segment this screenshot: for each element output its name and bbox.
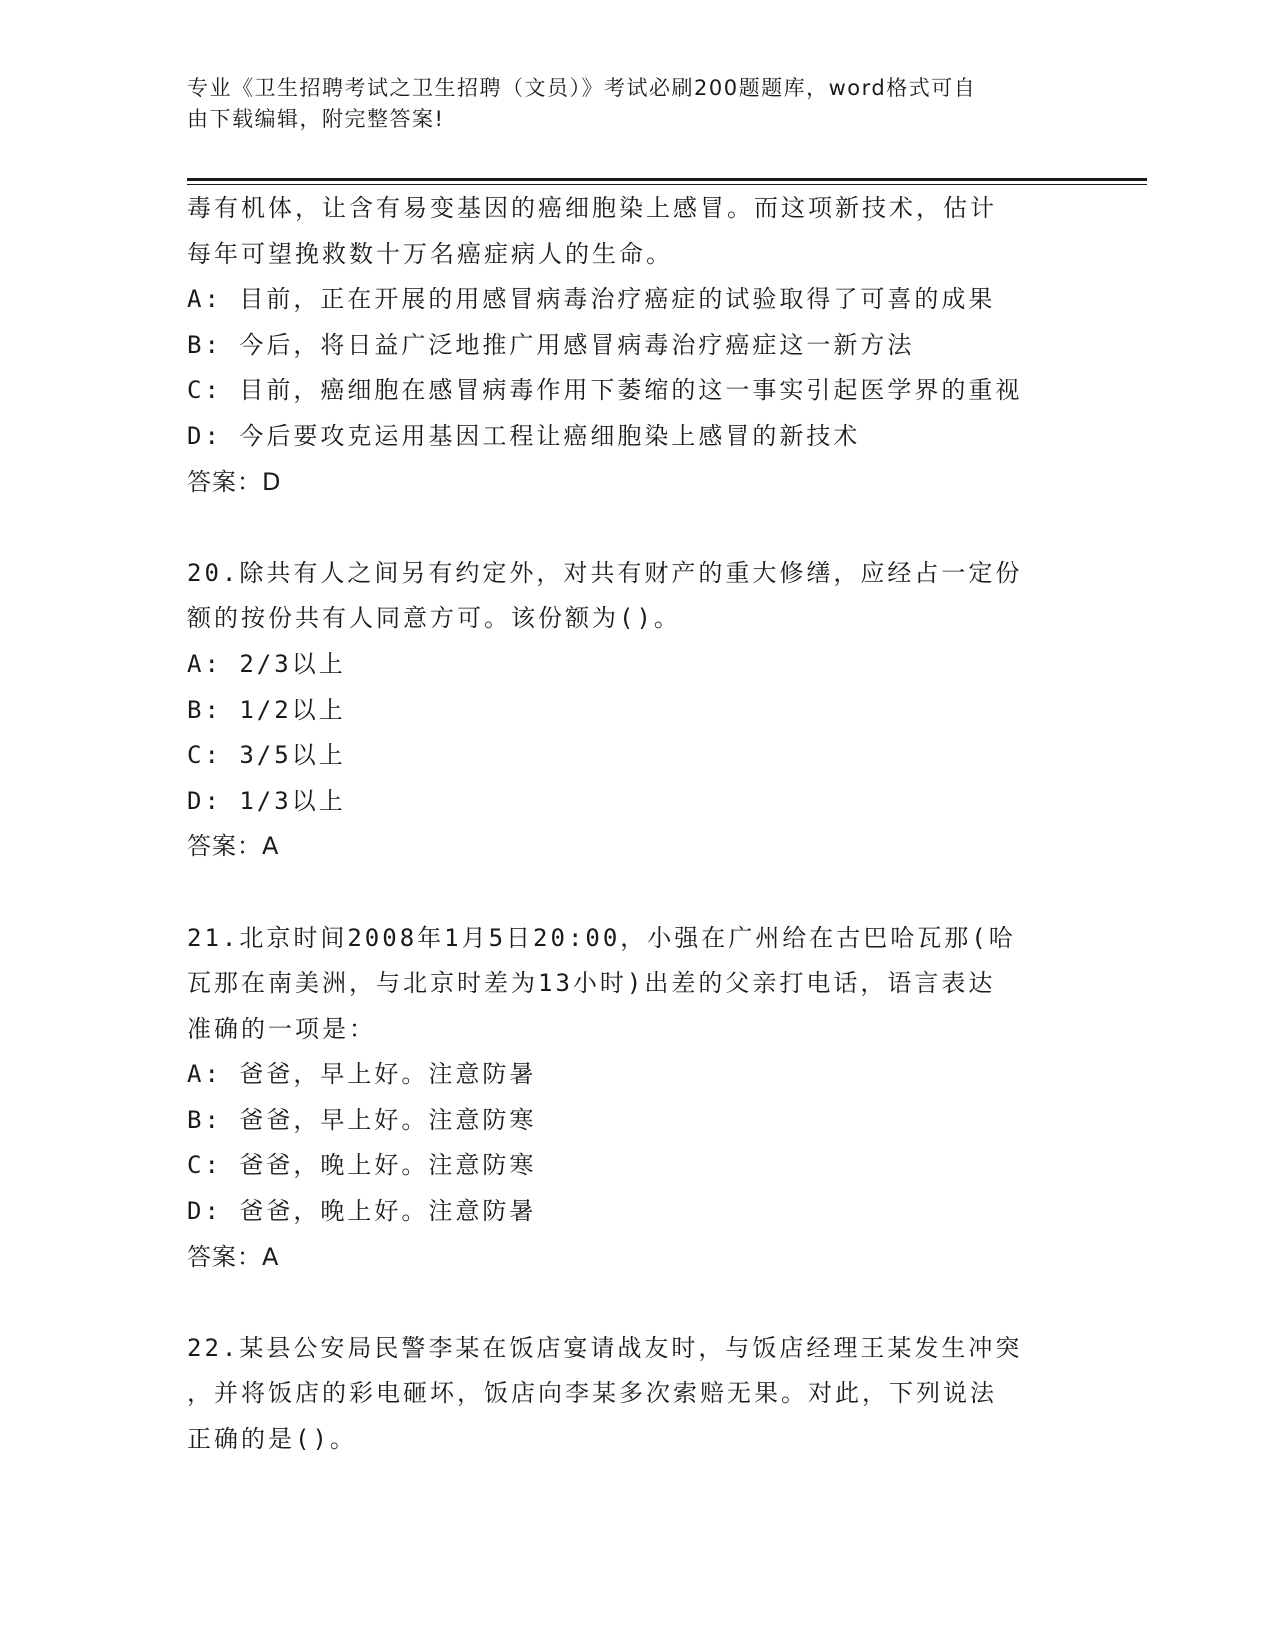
header-line-1: 专业《卫生招聘考试之卫生招聘（文员）》考试必刷200题题库，word格式可自 (187, 76, 977, 100)
spacer (187, 505, 1067, 551)
option-c: C: 3/5以上 (187, 741, 346, 770)
option-b: B: 爸爸，早上好。注意防寒 (187, 1105, 537, 1134)
option-d: D: 爸爸，晚上好。注意防暑 (187, 1197, 537, 1226)
header-rule-thick (187, 178, 1147, 181)
option-b: B: 1/2以上 (187, 695, 346, 724)
header-rule-thin (187, 184, 1147, 185)
question-text: 21.北京时间2008年1月5日20:00，小强在广州给在古巴哈瓦那(哈 (187, 923, 1016, 952)
question-text: 正确的是()。 (187, 1425, 357, 1454)
question-text: 22.某县公安局民警李某在饭店宴请战友时，与饭店经理王某发生冲突 (187, 1333, 1023, 1362)
page-header (187, 73, 1067, 135)
question-text: 准确的一项是： (187, 1014, 376, 1043)
spacer (187, 870, 1067, 916)
option-a: A: 2/3以上 (187, 649, 346, 678)
question-19 (187, 186, 1067, 505)
option-c: C: 爸爸，晚上好。注意防寒 (187, 1151, 537, 1180)
answer: 答案：D (187, 467, 282, 496)
option-a: A: 爸爸，早上好。注意防暑 (187, 1060, 537, 1089)
question-text: ，并将饭店的彩电砸坏，饭店向李某多次索赔无果。对此，下列说法 (187, 1379, 997, 1408)
header-line-2: 由下载编辑，附完整答案! (187, 107, 445, 131)
option-d: D: 今后要攻克运用基因工程让癌细胞染上感冒的新技术 (187, 421, 861, 450)
option-b: B: 今后，将日益广泛地推广用感冒病毒治疗癌症这一新方法 (187, 330, 915, 359)
question-text: 毒有机体，让含有易变基因的癌细胞染上感冒。而这项新技术，估计 (187, 194, 997, 222)
answer: 答案：A (187, 1242, 280, 1271)
option-a: A: 目前，正在开展的用感冒病毒治疗癌症的试验取得了可喜的成果 (187, 285, 996, 314)
question-22 (187, 1326, 1067, 1463)
answer: 答案：A (187, 832, 280, 861)
option-c: C: 目前，癌细胞在感冒病毒作用下萎缩的这一事实引起医学界的重视 (187, 376, 1023, 405)
option-d: D: 1/3以上 (187, 786, 346, 815)
question-text: 每年可望挽救数十万名癌症病人的生命。 (187, 239, 673, 268)
question-text: 20.除共有人之间另有约定外，对共有财产的重大修缮，应经占一定份 (187, 558, 1023, 587)
question-21 (187, 916, 1067, 1281)
question-20 (187, 551, 1067, 870)
spacer (187, 1280, 1067, 1326)
question-text: 瓦那在南美洲，与北京时差为13小时)出差的父亲打电话，语言表达 (187, 969, 996, 998)
document-body (187, 186, 1067, 1463)
question-text: 额的按份共有人同意方可。该份额为()。 (187, 604, 681, 633)
